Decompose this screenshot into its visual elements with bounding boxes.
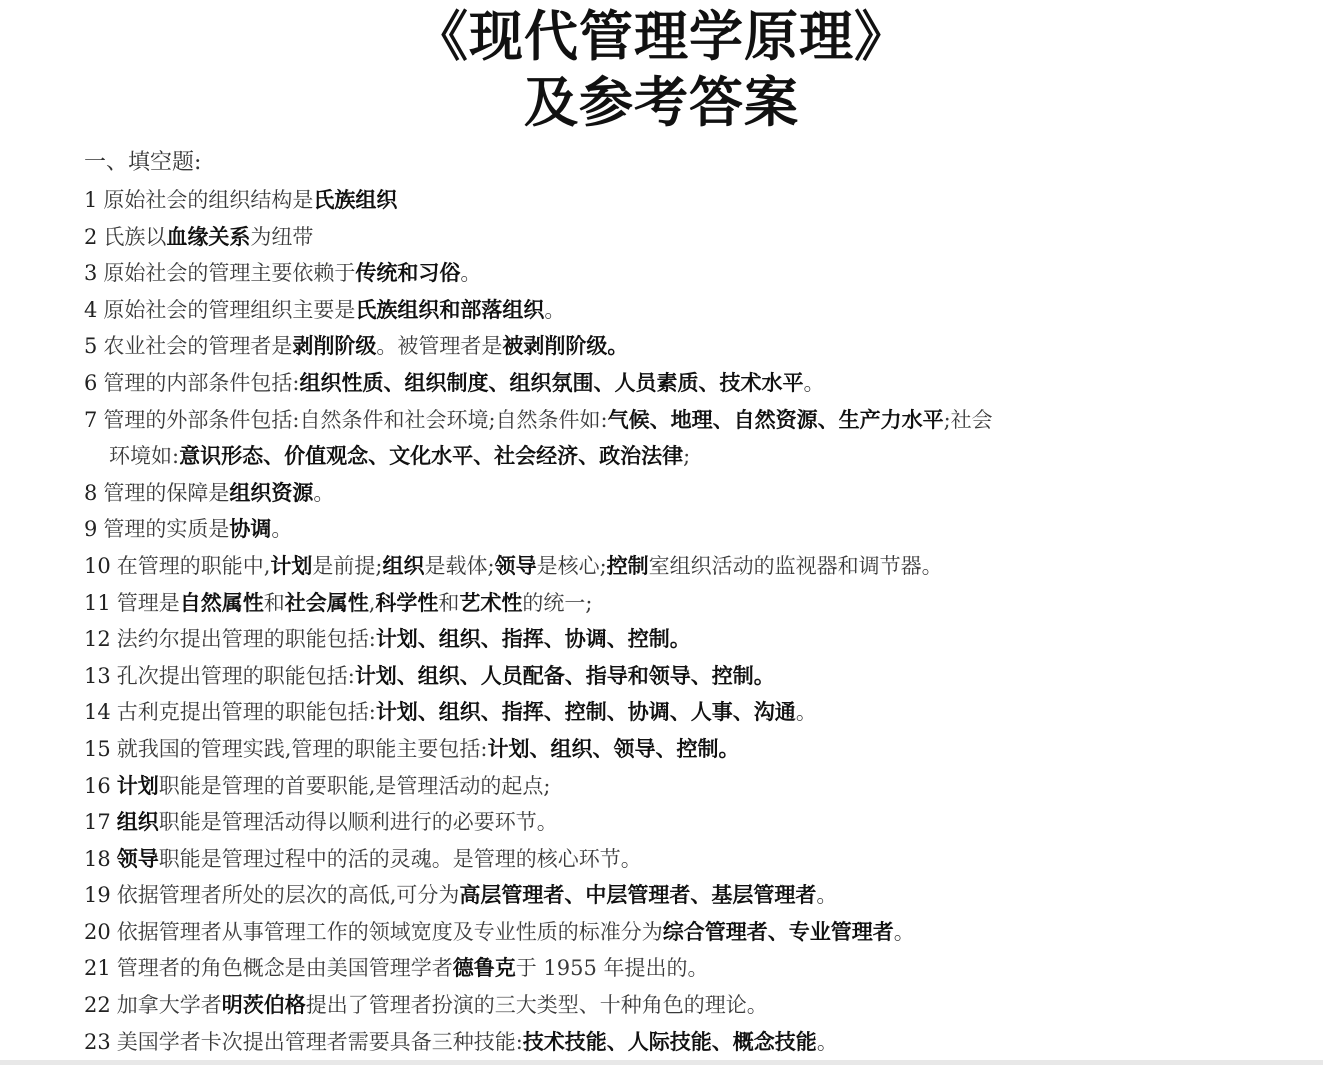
page-subtitle: 及参考答案 (524, 71, 799, 134)
question-text: 在管理的职能中, (116, 553, 271, 578)
item-number: 8 (84, 480, 98, 505)
answer-text: 气候、地理、自然资源、生产力水平 (607, 407, 944, 432)
list-item (84, 255, 1264, 292)
list-item (84, 1024, 1264, 1061)
question-text: ; (683, 444, 691, 469)
question-text: 管理是 (116, 590, 180, 615)
answer-text: 综合管理者、专业管理者 (662, 919, 894, 944)
question-text: 原始社会的管理主要依赖于 (103, 261, 356, 286)
list-item (84, 731, 1264, 768)
question-text: ;社会 (943, 407, 993, 432)
question-text: 美国学者卡次提出管理者需要具备三种技能: (116, 1029, 523, 1054)
answer-text: 领导 (494, 553, 537, 578)
item-number: 20 (84, 919, 111, 944)
question-text: 原始社会的管理组织主要是 (103, 297, 356, 322)
answer-text: 被剥削阶级。 (502, 334, 629, 359)
question-text: 。 (313, 480, 335, 505)
question-text: 依据管理者从事管理工作的领域宽度及专业性质的标准分为 (116, 919, 663, 944)
question-text: 就我国的管理实践,管理的职能主要包括: (116, 736, 488, 761)
list-item (84, 841, 1264, 878)
question-text: 法约尔提出管理的职能包括: (116, 627, 376, 652)
answer-text: 组织 (382, 553, 425, 578)
question-text: 提出了管理者扮演的三大类型、十种角色的理论。 (305, 993, 768, 1018)
question-text: 于 1955 年提出的。 (515, 956, 709, 981)
list-item (84, 950, 1264, 987)
question-text: 古利克提出管理的职能包括: (116, 700, 376, 725)
answer-text: 计划、组织、指挥、控制、协调、人事、沟通 (375, 700, 796, 725)
answer-text: 明茨伯格 (221, 993, 306, 1018)
answer-text: 剥削阶级 (292, 334, 377, 359)
list-item (84, 914, 1264, 951)
list-item (84, 511, 1264, 548)
item-number: 6 (84, 370, 98, 395)
list-item (84, 658, 1264, 695)
item-number: 14 (84, 700, 111, 725)
question-text: 。 (803, 370, 825, 395)
question-text: 依据管理者所处的层次的高低,可分为 (116, 883, 460, 908)
item-number: 19 (84, 883, 111, 908)
list-item (84, 585, 1264, 622)
answer-text: 高层管理者、中层管理者、基层管理者 (459, 883, 817, 908)
answer-text: 组织资源 (229, 480, 314, 505)
item-number: 10 (84, 553, 111, 578)
question-text: 和 (438, 590, 460, 615)
answer-text: 血缘关系 (166, 224, 251, 249)
answer-text: 计划 (270, 553, 313, 578)
item-number: 17 (84, 810, 111, 835)
page-bottom-edge (0, 1060, 1323, 1065)
item-number: 5 (84, 334, 98, 359)
list-item (84, 402, 1264, 475)
answer-text: 技术技能、人际技能、概念技能 (522, 1029, 817, 1054)
question-text: 的统一; (522, 590, 593, 615)
answer-text: 艺术性 (459, 590, 523, 615)
question-text: 职能是管理过程中的活的灵魂。是管理的核心环节。 (158, 846, 642, 871)
question-text: 管理的保障是 (103, 480, 230, 505)
question-text: , (368, 590, 376, 615)
list-item (84, 804, 1264, 841)
question-text: 。 (544, 297, 566, 322)
question-text: 管理的实质是 (103, 517, 230, 542)
item-number: 18 (84, 846, 111, 871)
item-number: 13 (84, 663, 111, 688)
answer-text: 组织 (116, 810, 159, 835)
item-number: 9 (84, 517, 98, 542)
answer-text: 德鲁克 (452, 956, 516, 981)
item-number: 2 (84, 224, 98, 249)
list-item (84, 292, 1264, 329)
answer-text: 氏族组织 (313, 188, 398, 212)
question-text: 管理的外部条件包括:自然条件和社会环境;自然条件如: (103, 407, 608, 432)
item-number: 4 (84, 297, 98, 322)
question-text: 是前提; (312, 553, 383, 578)
answer-text: 自然属性 (179, 590, 264, 615)
question-text: 职能是管理的首要职能,是管理活动的起点; (158, 773, 551, 798)
question-text: 是核心; (536, 553, 607, 578)
list-item (84, 877, 1264, 914)
list-item (84, 694, 1264, 731)
list-item (84, 621, 1264, 658)
item-number: 11 (84, 590, 111, 615)
question-text: 室组织活动的监视器和调节器。 (648, 553, 943, 578)
answer-text: 计划 (116, 773, 159, 798)
answer-text: 科学性 (375, 590, 439, 615)
answer-text: 协调 (229, 517, 272, 542)
question-text: 是载体; (424, 553, 495, 578)
item-number: 3 (84, 261, 98, 286)
question-text: 原始社会的组织结构是 (103, 188, 314, 212)
list-item (84, 182, 1264, 219)
answer-text: 氏族组织和部落组织 (355, 297, 545, 322)
item-number: 7 (84, 407, 98, 432)
answer-text: 计划、组织、指挥、协调、控制。 (375, 627, 691, 652)
question-text: 。 (460, 261, 482, 286)
list-item (84, 548, 1264, 585)
item-number: 12 (84, 627, 111, 652)
answer-text: 传统和习俗 (355, 261, 461, 286)
question-text: 农业社会的管理者是 (103, 334, 293, 359)
list-item (84, 219, 1264, 256)
question-text: 和 (263, 590, 285, 615)
list-item (84, 475, 1264, 512)
section-heading: 一、填空题: (84, 150, 202, 175)
question-text: 加拿大学者 (116, 993, 222, 1018)
answer-text: 组织性质、组织制度、组织氛围、人员素质、技术水平 (299, 370, 804, 395)
answer-text: 计划、组织、人员配备、指导和领导、控制。 (354, 663, 775, 688)
question-text: 。 (816, 883, 838, 908)
question-text: 。 (893, 919, 915, 944)
item-number: 16 (84, 773, 111, 798)
answer-text: 意识形态、价值观念、文化水平、社会经济、政治法律 (179, 444, 684, 469)
answer-text: 社会属性 (284, 590, 369, 615)
item-number: 21 (84, 956, 111, 981)
question-text: 管理者的角色概念是由美国管理学者 (116, 956, 453, 981)
list-item (84, 328, 1264, 365)
question-text: 为纽带 (250, 224, 314, 249)
list-item (84, 768, 1264, 805)
question-text: 环境如: (109, 444, 180, 469)
item-number: 22 (84, 993, 111, 1018)
answer-text: 控制 (606, 553, 649, 578)
item-number: 1 (84, 188, 98, 212)
question-text: 职能是管理活动得以顺利进行的必要环节。 (158, 810, 558, 835)
page-title: 《现代管理学原理》 (414, 5, 909, 68)
item-number: 23 (84, 1029, 111, 1054)
list-item (84, 365, 1264, 402)
answer-text: 计划、组织、领导、控制。 (487, 736, 740, 761)
question-text: 孔次提出管理的职能包括: (116, 663, 355, 688)
title-block (0, 4, 1323, 136)
list-item (84, 987, 1264, 1024)
item-continuation-line (84, 438, 1264, 475)
item-number: 15 (84, 736, 111, 761)
question-text: 。被管理者是 (376, 334, 503, 359)
question-text: 。 (795, 700, 817, 725)
question-text: 氏族以 (103, 224, 167, 249)
question-text: 。 (816, 1029, 838, 1054)
answer-text: 领导 (116, 846, 159, 871)
question-text: 管理的内部条件包括: (103, 370, 300, 395)
fill-in-blank-list (84, 182, 1264, 1060)
question-text: 。 (271, 517, 293, 542)
